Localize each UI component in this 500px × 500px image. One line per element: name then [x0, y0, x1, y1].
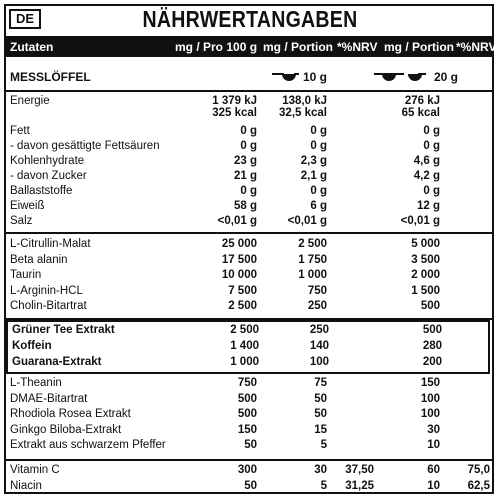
value-portion-1: 0 g [310, 140, 327, 152]
value-portion-2: 0 g [423, 185, 440, 197]
value-portion-2: 0 g [423, 125, 440, 137]
row-label: Ginkgo Biloba-Extrakt [10, 423, 122, 436]
row-label: L-Citrullin-Malat [10, 238, 91, 250]
value-portion-1: 30 [314, 464, 327, 476]
scoop-amount-2: 20 g [434, 70, 459, 84]
header-per100: mg / Pro 100 g [175, 40, 258, 54]
value-portion-1: 15 [314, 423, 327, 436]
value-portion-2: 10 [427, 480, 440, 492]
table-row [10, 238, 490, 254]
value-per100: 150 [237, 423, 257, 436]
table-row [10, 393, 490, 409]
value-portion-2: 12 g [416, 200, 440, 212]
value-per100: 50 [244, 480, 257, 492]
value-per100: 750 [237, 377, 257, 389]
table-row [10, 170, 490, 185]
row-label: Salz [10, 215, 33, 227]
value-portion-2: 150 [420, 377, 440, 389]
value-per100: 17 500 [221, 253, 257, 266]
value-portion-1: 0 g [310, 125, 327, 137]
row-label: Kohlenhydrate [10, 155, 85, 167]
value-portion-2: 5 000 [411, 238, 440, 250]
table-row [10, 140, 490, 155]
row-label: Fett [10, 125, 30, 137]
value-portion-2: 10 [427, 439, 440, 451]
value-portion-1: 6 g [310, 200, 327, 212]
value-per100: 21 g [233, 170, 257, 182]
value-portion-1: 2,3 g [300, 155, 327, 167]
table-row [10, 269, 490, 285]
table-row [10, 424, 490, 440]
value-per100: 500 [237, 408, 257, 420]
value-per100: 7 500 [228, 284, 257, 297]
energy-kj-100: 1 379 kJ [212, 95, 257, 107]
row-label: - davon gesättigte Fettsäuren [10, 140, 160, 152]
value-portion-2: 100 [420, 408, 440, 420]
scoop-label: MESSLÖFFEL [10, 70, 91, 84]
header-per-portion-1: mg / Portion [263, 40, 333, 54]
value-portion-1: 5 [320, 480, 327, 492]
row-label: Koffein [12, 340, 52, 352]
divider [6, 459, 492, 461]
table-row [10, 464, 490, 480]
value-portion-1: 250 [307, 300, 327, 312]
energy-kcal-portion-2: 65 kcal [401, 107, 440, 119]
row-label: Extrakt aus schwarzem Pfeffer [10, 439, 166, 451]
value-per100: 2 500 [230, 324, 259, 336]
value-portion-1: 250 [309, 324, 329, 336]
table-row [10, 480, 490, 496]
row-label: Cholin-Bitartrat [10, 300, 87, 312]
value-per100: 500 [237, 392, 257, 405]
row-label: Beta alanin [10, 253, 68, 266]
value-portion-2: 3 500 [411, 253, 440, 266]
row-label: Rhodiola Rosea Extrakt [10, 408, 131, 420]
value-portion-1: 2,1 g [300, 170, 327, 182]
row-label: Eiweiß [10, 200, 45, 212]
energy-row [10, 95, 490, 123]
value-per100: 2 500 [228, 300, 257, 312]
energy-kcal-portion-1: 32,5 kcal [279, 107, 327, 119]
row-label: Niacin [10, 480, 42, 492]
table-row [12, 324, 492, 340]
value-nrv-2: 75,0 [467, 464, 490, 476]
table-row [10, 254, 490, 270]
row-label: Taurin [10, 269, 42, 281]
value-portion-2: 500 [422, 324, 442, 336]
value-portion-2: 500 [420, 300, 440, 312]
value-per100: 58 g [233, 200, 257, 212]
table-header [4, 36, 497, 57]
value-per100: <0,01 g [217, 215, 257, 227]
scoop-row [6, 62, 492, 92]
row-label: Ballaststoffe [10, 185, 73, 197]
value-portion-2: 100 [420, 392, 440, 405]
table-row [10, 200, 490, 215]
row-label: Vitamin C [10, 464, 60, 476]
value-portion-1: 50 [314, 408, 327, 420]
row-label: DMAE-Bitartrat [10, 392, 88, 405]
table-row [10, 155, 490, 170]
table-row [10, 408, 490, 424]
energy-kj-portion-1: 138,0 kJ [282, 95, 327, 107]
table-row [10, 185, 490, 200]
row-label: L-Arginin-HCL [10, 284, 83, 297]
table-row [10, 125, 490, 140]
table-row [10, 377, 490, 393]
value-portion-1: 5 [320, 439, 327, 451]
table-row [12, 340, 492, 356]
header-ingredients: Zutaten [10, 40, 54, 54]
value-portion-2: 280 [422, 340, 442, 352]
value-portion-2: 60 [427, 464, 440, 476]
value-portion-2: 0 g [423, 140, 440, 152]
value-per100: 0 g [240, 140, 257, 152]
divider [6, 232, 492, 234]
value-nrv-1: 31,25 [345, 480, 374, 492]
energy-kcal-100: 325 kcal [212, 107, 257, 119]
value-nrv-2: 62,5 [467, 480, 490, 492]
row-label: Grüner Tee Extrakt [12, 324, 115, 336]
row-label: - davon Zucker [10, 170, 87, 182]
value-portion-2: 30 [427, 423, 440, 436]
value-portion-1: 1 000 [298, 269, 327, 281]
value-portion-1: 750 [307, 284, 327, 297]
value-per100: 1 400 [230, 340, 259, 352]
value-portion-1: 50 [314, 392, 327, 405]
value-nrv-1: 37,50 [345, 464, 374, 476]
scoop-icon [372, 67, 428, 83]
value-portion-2: 4,2 g [413, 170, 440, 182]
value-portion-2: 200 [422, 356, 442, 368]
value-portion-1: <0,01 g [287, 215, 327, 227]
table-row [10, 215, 490, 230]
header-per-portion-2: mg / Portion [384, 40, 454, 54]
scoop-amount-1: 10 g [303, 70, 328, 84]
value-per100: 0 g [240, 125, 257, 137]
value-portion-1: 75 [314, 377, 327, 389]
value-portion-2: <0,01 g [400, 215, 440, 227]
table-row [10, 439, 490, 455]
value-per100: 50 [244, 439, 257, 451]
page-title: NÄHRWERTANGABEN [142, 6, 358, 32]
value-per100: 10 000 [221, 269, 257, 281]
row-label: L-Theanin [10, 377, 62, 389]
value-per100: 1 000 [230, 356, 259, 368]
value-portion-1: 2 500 [298, 238, 327, 250]
value-portion-1: 0 g [310, 185, 327, 197]
value-per100: 25 000 [221, 238, 257, 250]
row-label: Guarana-Extrakt [12, 356, 102, 368]
energy-kj-portion-2: 276 kJ [404, 95, 440, 107]
value-portion-1: 1 750 [298, 253, 327, 266]
value-portion-1: 100 [309, 356, 329, 368]
value-per100: 300 [237, 464, 257, 476]
value-portion-2: 4,6 g [413, 155, 440, 167]
header-nrv-2: *%NRV [456, 40, 497, 54]
table-row [10, 300, 490, 316]
table-row [10, 285, 490, 301]
energy-label: Energie [10, 95, 50, 107]
value-portion-2: 2 000 [411, 269, 440, 281]
table-row [12, 356, 492, 372]
value-portion-1: 140 [309, 340, 329, 352]
value-per100: 23 g [233, 155, 257, 167]
value-portion-2: 1 500 [411, 284, 440, 297]
scoop-icon [270, 67, 300, 83]
language-badge: DE [9, 9, 41, 29]
value-per100: 0 g [240, 185, 257, 197]
header-nrv-1: *%NRV [337, 40, 378, 54]
